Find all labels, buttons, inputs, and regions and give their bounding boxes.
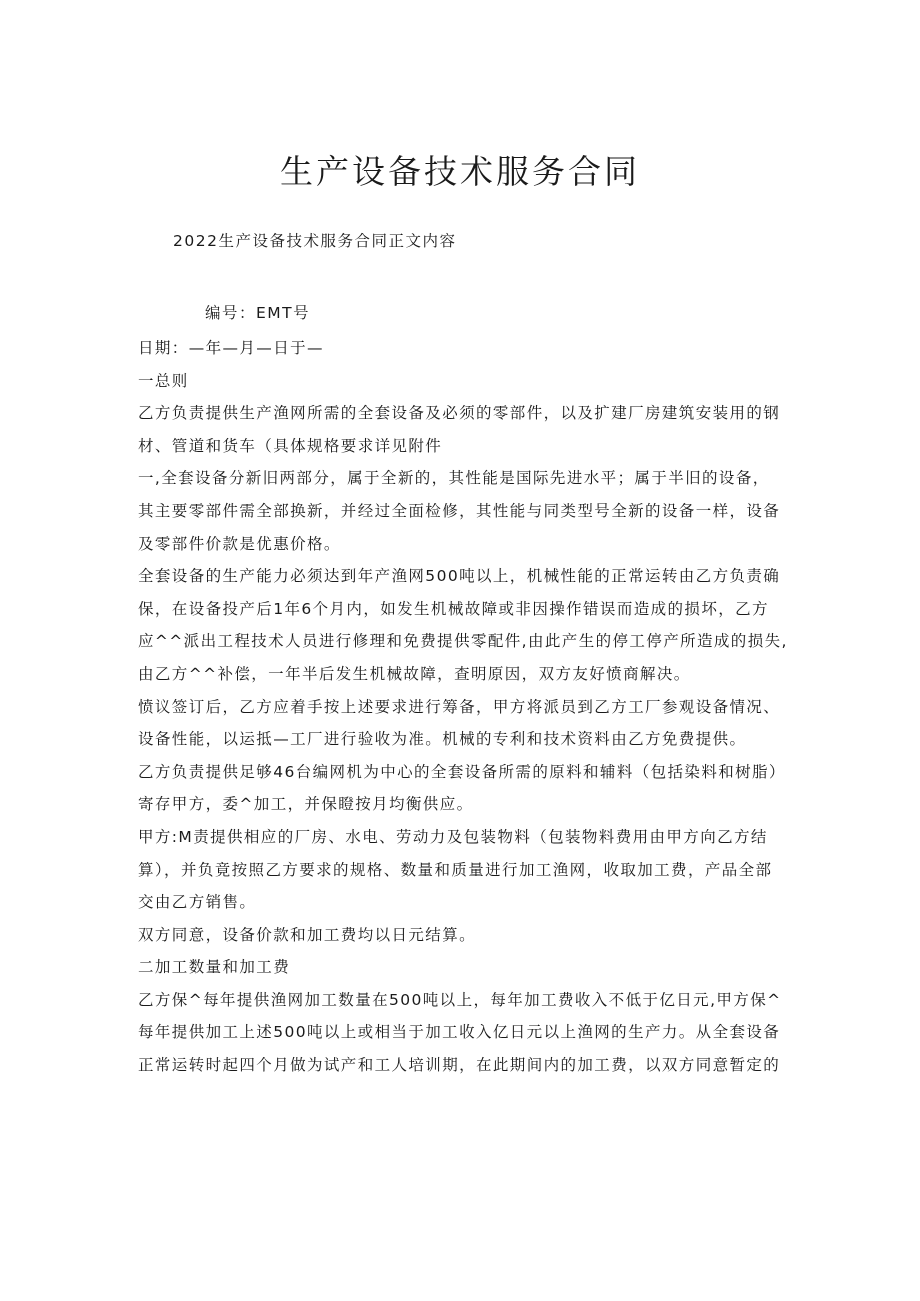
- body-line: 全套设备的生产能力必须达到年产渔网500吨以上，机械性能的正常运转由乙方负责确: [138, 567, 781, 586]
- body-line: 及零部件价款是优惠价格。: [138, 534, 341, 553]
- body-line: 每年提供加工上述500吨以上或相当于加工收入亿日元以上渔网的生产力。从全套设备: [138, 1023, 781, 1042]
- body-line: 正常运转时起四个月做为试产和工人培训期，在此期间内的加工费，以双方同意暂定的: [138, 1056, 781, 1075]
- body-line: 交由乙方销售。: [138, 893, 257, 912]
- body-line: 应^^派出工程技术人员进行修理和免费提供零配件,由此产生的停工停产所造成的损失,: [138, 632, 788, 651]
- contract-body: [138, 332, 788, 1082]
- body-line: 日期：—年—月—日于—: [138, 339, 324, 357]
- document-title: 生产设备技术服务合同: [280, 152, 640, 191]
- body-line: 设备性能，以运抵—工厂进行验收为准。机械的专利和技术资料由乙方免费提供。: [138, 730, 747, 749]
- body-line: 乙方保^每年提供渔网加工数量在500吨以上，每年加工费收入不低于亿日元,甲方保^: [138, 990, 782, 1009]
- contract-number: 编号：EMT号: [205, 304, 311, 322]
- body-line: 一总则: [138, 371, 189, 390]
- body-line: 保，在设备投产后1年6个月内，如发生机械故障或非因操作错误而造成的损坏，乙方: [138, 599, 769, 618]
- body-line: 一,全套设备分新旧两部分，属于全新的，其性能是国际先进水平；属于半旧的设备，: [138, 469, 770, 488]
- body-line: 二加工数量和加工费: [138, 958, 291, 977]
- body-line: 甲方:M责提供相应的厂房、水电、劳动力及包装物料（包装物料费用由甲方向乙方结: [138, 827, 768, 846]
- body-line: 其主要零部件需全部换新，并经过全面检修，其性能与同类型号全新的设备一样，设备: [138, 501, 781, 520]
- body-line: 材、管道和货车（具体规格要求详见附件: [138, 436, 443, 455]
- body-line: 算），并负竟按照乙方要求的规格、数量和质量进行加工渔网，收取加工费，产品全部: [138, 860, 773, 879]
- body-line: 愤议签订后，乙方应着手按上述要求进行筹备，甲方将派员到乙方工厂参观设备情况、: [138, 697, 781, 716]
- body-line: 寄存甲方，委^加工，并保瞪按月均衡供应。: [138, 795, 474, 814]
- body-line: 乙方负责提供生产渔网所需的全套设备及必须的零部件，以及扩建厂房建筑安装用的钢: [138, 404, 781, 423]
- body-line: 双方同意，设备价款和加工费均以日元结算。: [138, 925, 477, 944]
- body-line: 由乙方^^补偿，一年半后发生机械故障，查明原因，双方友好愤商解决。: [138, 664, 691, 683]
- body-line: 乙方负责提供足够46台编网机为中心的全套设备所需的原料和辅料（包括染料和树脂）: [138, 762, 786, 781]
- document-subtitle: 2022生产设备技术服务合同正文内容: [173, 232, 457, 250]
